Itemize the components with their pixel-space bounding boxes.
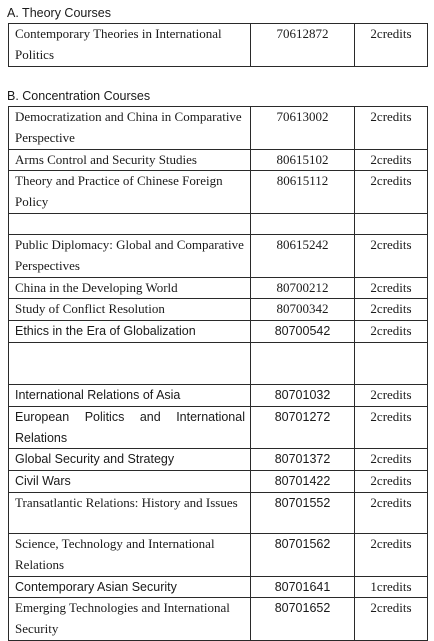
course-credits: 2credits	[355, 24, 428, 67]
table-row	[9, 471, 428, 493]
table-row	[9, 277, 428, 299]
course-name: Democratization and China in Comparative Perspective	[9, 107, 251, 150]
table-row-empty	[9, 342, 428, 384]
course-code: 80615112	[251, 171, 355, 214]
course-code: 80701422	[251, 471, 355, 493]
course-name: Science, Technology and International Relations	[9, 533, 251, 576]
course-name: Contemporary Theories in International Politics	[9, 24, 251, 67]
concentration-courses-heading: B. Concentration Courses	[7, 89, 151, 103]
course-name: European Politics and International Relations	[9, 406, 251, 449]
course-credits: 2credits	[355, 321, 428, 343]
course-credits: 2credits	[355, 384, 428, 406]
course-code: 80700342	[251, 299, 355, 321]
course-credits: 2credits	[355, 471, 428, 493]
course-credits: 2credits	[355, 171, 428, 214]
course-credits: 2credits	[355, 234, 428, 277]
course-credits: 2credits	[355, 598, 428, 641]
course-code: 80701272	[251, 406, 355, 449]
course-name: Theory and Practice of Chinese Foreign Policy	[9, 171, 251, 214]
table-row	[9, 24, 428, 67]
course-name: Contemporary Asian Security	[9, 576, 251, 598]
course-code	[251, 213, 355, 234]
course-code: 80615242	[251, 234, 355, 277]
table-row	[9, 234, 428, 277]
course-name: Civil Wars	[9, 471, 251, 493]
table-row	[9, 299, 428, 321]
course-credits: 2credits	[355, 492, 428, 533]
course-name: Ethics in the Era of Globalization	[9, 321, 251, 343]
course-code: 80701552	[251, 492, 355, 533]
course-code: 80701562	[251, 533, 355, 576]
course-credits: 2credits	[355, 277, 428, 299]
course-credits: 2credits	[355, 107, 428, 150]
course-credits: 1credits	[355, 576, 428, 598]
course-name: China in the Developing World	[9, 277, 251, 299]
table-row	[9, 533, 428, 576]
course-name	[9, 213, 251, 234]
course-code: 80700212	[251, 277, 355, 299]
course-code: 80615102	[251, 149, 355, 171]
table-row	[9, 171, 428, 214]
theory-courses-table	[8, 23, 428, 67]
course-credits: 2credits	[355, 406, 428, 449]
table-row	[9, 406, 428, 449]
table-row	[9, 321, 428, 343]
theory-courses-heading: A. Theory Courses	[7, 6, 111, 20]
course-credits: 2credits	[355, 533, 428, 576]
course-name: Global Security and Strategy	[9, 449, 251, 471]
course-name: Public Diplomacy: Global and Comparative Perspectives	[9, 234, 251, 277]
table-row	[9, 149, 428, 171]
course-name: Study of Conflict Resolution	[9, 299, 251, 321]
course-code: 70613002	[251, 107, 355, 150]
table-row	[9, 384, 428, 406]
table-row	[9, 107, 428, 150]
table-row	[9, 598, 428, 641]
course-credits	[355, 342, 428, 384]
table-row	[9, 449, 428, 471]
course-name: International Relations of Asia	[9, 384, 251, 406]
course-code: 70612872	[251, 24, 355, 67]
course-name: Transatlantic Relations: History and Issues	[9, 492, 251, 533]
table-row	[9, 492, 428, 533]
course-code: 80701641	[251, 576, 355, 598]
course-name: Arms Control and Security Studies	[9, 149, 251, 171]
course-code: 80701652	[251, 598, 355, 641]
course-code: 80701032	[251, 384, 355, 406]
course-code: 80701372	[251, 449, 355, 471]
table-row-empty	[9, 213, 428, 234]
course-code: 80700542	[251, 321, 355, 343]
concentration-courses-table	[8, 106, 428, 641]
course-name: Emerging Technologies and International Security	[9, 598, 251, 641]
course-credits: 2credits	[355, 299, 428, 321]
course-credits: 2credits	[355, 149, 428, 171]
course-credits	[355, 213, 428, 234]
course-name	[9, 342, 251, 384]
course-credits: 2credits	[355, 449, 428, 471]
table-row	[9, 576, 428, 598]
course-code	[251, 342, 355, 384]
